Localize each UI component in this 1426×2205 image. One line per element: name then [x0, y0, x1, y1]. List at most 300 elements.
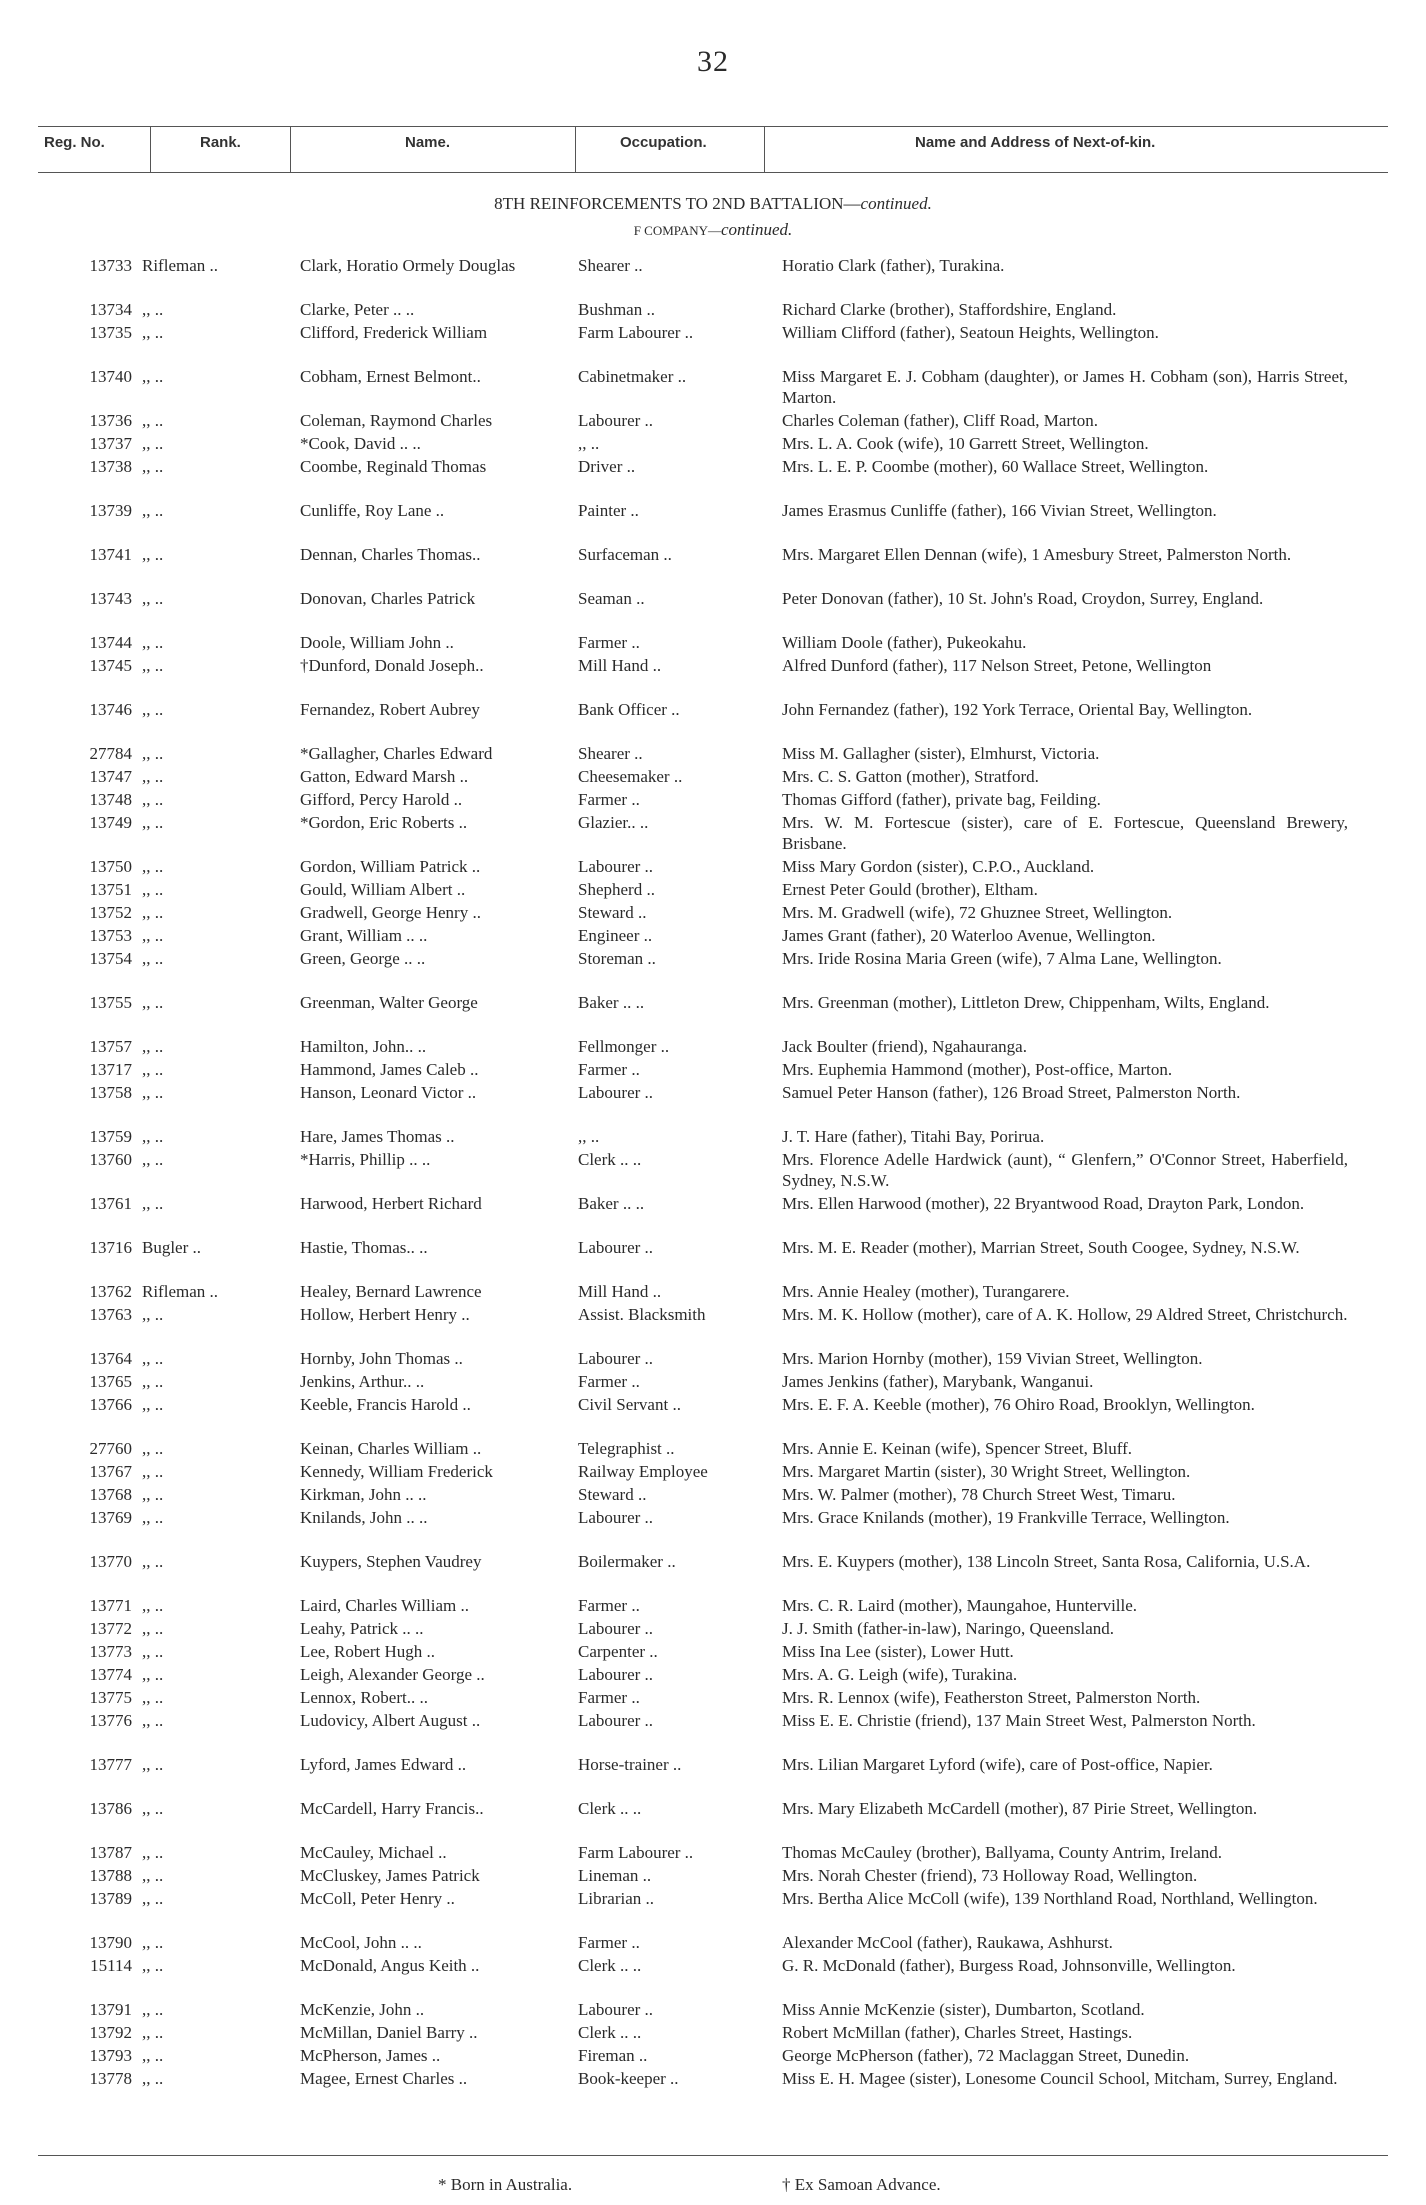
rank-cell: ,, ..: [142, 1395, 164, 1414]
occupation-cell: Baker .. ..: [578, 993, 645, 1012]
rank-cell: ,, ..: [142, 1799, 164, 1818]
reg-no-cell: 13773: [89, 1642, 132, 1661]
occupation-cell: Mill Hand ..: [578, 1282, 662, 1301]
rank-cell: ,, ..: [142, 300, 164, 319]
reg-no-cell: 13767: [89, 1462, 132, 1481]
next-of-kin-cell: Mrs. Mary Elizabeth McCardell (mother), 87 Pirie Street, Wellington.: [782, 1799, 1258, 1818]
occupation-cell: Bank Officer ..: [578, 700, 680, 719]
occupation-cell: Civil Servant ..: [578, 1395, 681, 1414]
occupation-cell: Steward ..: [578, 903, 647, 922]
rank-cell: ,, ..: [142, 457, 164, 476]
rank-cell: ,, ..: [142, 1060, 164, 1079]
occupation-cell: Farmer ..: [578, 790, 640, 809]
company-heading: [0, 220, 1426, 240]
occupation-cell: Seaman ..: [578, 589, 645, 608]
next-of-kin-cell: Mrs. Greenman (mother), Littleton Drew, Chippenham, Wilts, England.: [782, 993, 1270, 1012]
next-of-kin-cell: Mrs. L. E. P. Coombe (mother), 60 Wallace Street, Wellington.: [782, 457, 1209, 476]
name-cell: Keeble, Francis Harold ..: [300, 1395, 471, 1414]
name-cell: Hanson, Leonard Victor ..: [300, 1083, 477, 1102]
occupation-cell: Farmer ..: [578, 1688, 640, 1707]
reg-no-cell: 13790: [89, 1933, 132, 1952]
next-of-kin-cell: Mrs. Lilian Margaret Lyford (wife), care of Post-office, Napier.: [782, 1755, 1213, 1774]
rank-cell: ,, ..: [142, 1037, 164, 1056]
footnote-ex-samoan: † Ex Samoan Advance.: [782, 2175, 941, 2194]
next-of-kin-cell: James Grant (father), 20 Waterloo Avenue, Wellington.: [782, 926, 1156, 945]
name-cell: Hamilton, John.. ..: [300, 1037, 427, 1056]
reg-no-cell: 13741: [89, 545, 132, 564]
rank-cell: ,, ..: [142, 2069, 164, 2088]
rank-cell: ,, ..: [142, 1843, 164, 1862]
rank-cell: ,, ..: [142, 1462, 164, 1481]
name-cell: McCauley, Michael ..: [300, 1843, 447, 1862]
column-divider: [150, 126, 151, 172]
rank-cell: ,, ..: [142, 1933, 164, 1952]
occupation-cell: Glazier.. ..: [578, 813, 649, 832]
next-of-kin-cell: Robert McMillan (father), Charles Street, Hastings.: [782, 2023, 1133, 2042]
rank-cell: ,, ..: [142, 2000, 164, 2019]
reg-no-cell: 13747: [89, 767, 132, 786]
reg-no-cell: 13738: [89, 457, 132, 476]
next-of-kin-cell: Mrs. Annie Healey (mother), Turangarere.: [782, 1282, 1070, 1301]
occupation-cell: Lineman ..: [578, 1866, 652, 1885]
occupation-cell: Cabinetmaker ..: [578, 367, 687, 386]
occupation-cell: Assist. Blacksmith: [578, 1305, 706, 1324]
reg-no-cell: 13766: [89, 1395, 132, 1414]
occupation-cell: Baker .. ..: [578, 1194, 645, 1213]
name-cell: Hornby, John Thomas ..: [300, 1349, 463, 1368]
reg-no-cell: 13760: [89, 1150, 132, 1169]
header-bottom-rule: [38, 172, 1388, 173]
name-cell: McDonald, Angus Keith ..: [300, 1956, 480, 1975]
next-of-kin-cell: Jack Boulter (friend), Ngahauranga.: [782, 1037, 1027, 1056]
next-of-kin-cell: Mrs. R. Lennox (wife), Featherston Street, Palmerston North.: [782, 1688, 1201, 1707]
reg-no-cell: 13739: [89, 501, 132, 520]
occupation-cell: Farmer ..: [578, 1933, 640, 1952]
rank-cell: ,, ..: [142, 323, 164, 342]
reg-no-cell: 13744: [89, 633, 132, 652]
next-of-kin-cell: Miss E. H. Magee (sister), Lonesome Council School, Mitcham, Surrey, England.: [782, 2069, 1338, 2088]
next-of-kin-cell: Miss E. E. Christie (friend), 137 Main Street West, Palmerston North.: [782, 1711, 1256, 1730]
occupation-cell: Railway Employee: [578, 1462, 708, 1481]
name-cell: *Harris, Phillip .. ..: [300, 1150, 431, 1169]
rank-cell: ,, ..: [142, 857, 164, 876]
rank-cell: ,, ..: [142, 1642, 164, 1661]
name-cell: Harwood, Herbert Richard: [300, 1194, 482, 1213]
next-of-kin-cell: Thomas McCauley (brother), Ballyama, County Antrim, Ireland.: [782, 1843, 1223, 1862]
rank-cell: ,, ..: [142, 1956, 164, 1975]
section-heading: [0, 194, 1426, 214]
name-cell: Coleman, Raymond Charles: [300, 411, 493, 430]
name-cell: Gifford, Percy Harold ..: [300, 790, 463, 809]
name-cell: *Gordon, Eric Roberts ..: [300, 813, 468, 832]
rank-cell: ,, ..: [142, 434, 164, 453]
rank-cell: ,, ..: [142, 633, 164, 652]
occupation-cell: Horse-trainer ..: [578, 1755, 682, 1774]
name-cell: Magee, Ernest Charles ..: [300, 2069, 468, 2088]
name-cell: Kennedy, William Frederick: [300, 1462, 493, 1481]
rank-cell: ,, ..: [142, 1508, 164, 1527]
occupation-cell: Librarian ..: [578, 1889, 654, 1908]
name-cell: Lennox, Robert.. ..: [300, 1688, 428, 1707]
occupation-cell: Steward ..: [578, 1485, 647, 1504]
name-cell: McMillan, Daniel Barry ..: [300, 2023, 478, 2042]
name-cell: Knilands, John .. ..: [300, 1508, 428, 1527]
name-cell: *Gallagher, Charles Edward: [300, 744, 493, 763]
occupation-cell: Surfaceman ..: [578, 545, 672, 564]
name-cell: McPherson, James ..: [300, 2046, 441, 2065]
next-of-kin-cell: Charles Coleman (father), Cliff Road, Marton.: [782, 411, 1098, 430]
occupation-cell: Fireman ..: [578, 2046, 648, 2065]
reg-no-cell: 15114: [90, 1956, 132, 1975]
next-of-kin-cell: Miss Ina Lee (sister), Lower Hutt.: [782, 1642, 1014, 1661]
next-of-kin-cell: Mrs. Euphemia Hammond (mother), Post-office, Marton.: [782, 1060, 1173, 1079]
reg-no-cell: 13788: [89, 1866, 132, 1885]
rank-cell: ,, ..: [142, 501, 164, 520]
name-cell: Greenman, Walter George: [300, 993, 478, 1012]
next-of-kin-cell: Mrs. E. Kuypers (mother), 138 Lincoln Street, Santa Rosa, California, U.S.A.: [782, 1552, 1311, 1571]
name-cell: Leahy, Patrick .. ..: [300, 1619, 424, 1638]
reg-no-cell: 13761: [89, 1194, 132, 1213]
reg-no-cell: 13765: [89, 1372, 132, 1391]
name-cell: Hollow, Herbert Henry ..: [300, 1305, 470, 1324]
name-cell: Kirkman, John .. ..: [300, 1485, 427, 1504]
rank-cell: ,, ..: [142, 2023, 164, 2042]
next-of-kin-cell: Mrs. Margaret Martin (sister), 30 Wright Street, Wellington.: [782, 1462, 1191, 1481]
name-cell: Green, George .. ..: [300, 949, 426, 968]
rank-cell: ,, ..: [142, 926, 164, 945]
rank-cell: ,, ..: [142, 1083, 164, 1102]
name-cell: Dennan, Charles Thomas..: [300, 545, 481, 564]
rank-cell: ,, ..: [142, 1194, 164, 1213]
reg-no-cell: 13775: [89, 1688, 132, 1707]
name-cell: Doole, William John ..: [300, 633, 454, 652]
rank-cell: ,, ..: [142, 1866, 164, 1885]
next-of-kin-cell: Mrs. M. Gradwell (wife), 72 Ghuznee Street, Wellington.: [782, 903, 1173, 922]
footnote-born-australia: * Born in Australia.: [438, 2175, 573, 2194]
occupation-cell: Clerk .. ..: [578, 1150, 642, 1169]
name-cell: *Cook, David .. ..: [300, 434, 421, 453]
reg-no-cell: 27784: [89, 744, 132, 763]
footer-rule: [38, 2155, 1388, 2156]
occupation-cell: Labourer ..: [578, 1665, 654, 1684]
rank-cell: ,, ..: [142, 880, 164, 899]
reg-no-cell: 13743: [89, 589, 132, 608]
reg-no-cell: 13768: [89, 1485, 132, 1504]
name-cell: Hare, James Thomas ..: [300, 1127, 455, 1146]
rank-cell: ,, ..: [142, 1349, 164, 1368]
rank-cell: ,, ..: [142, 367, 164, 386]
next-of-kin-cell: Mrs. Florence Adelle Hardwick (aunt), “ Glenfern,” O'Connor Street, Haberfield, Sydney, N.S.W.: [782, 1150, 1348, 1190]
occupation-cell: Shepherd ..: [578, 880, 655, 899]
name-cell: †Dunford, Donald Joseph..: [300, 656, 484, 675]
reg-no-cell: 13753: [89, 926, 132, 945]
reg-no-cell: 13776: [89, 1711, 132, 1730]
rank-cell: ,, ..: [142, 1711, 164, 1730]
rank-cell: ,, ..: [142, 1619, 164, 1638]
occupation-cell: Farmer ..: [578, 1372, 640, 1391]
next-of-kin-cell: Thomas Gifford (father), private bag, Feilding.: [782, 790, 1101, 809]
reg-no-cell: 13763: [89, 1305, 132, 1324]
column-header-occupation: Occupation.: [620, 134, 707, 151]
name-cell: Cunliffe, Roy Lane ..: [300, 501, 445, 520]
reg-no-cell: 13772: [89, 1619, 132, 1638]
name-cell: Fernandez, Robert Aubrey: [300, 700, 480, 719]
occupation-cell: Fellmonger ..: [578, 1037, 670, 1056]
rank-cell: ,, ..: [142, 744, 164, 763]
reg-no-cell: 13745: [89, 656, 132, 675]
name-cell: Hastie, Thomas.. ..: [300, 1238, 428, 1257]
reg-no-cell: 13778: [89, 2069, 132, 2088]
rank-cell: ,, ..: [142, 411, 164, 430]
name-cell: Cobham, Ernest Belmont..: [300, 367, 481, 386]
reg-no-cell: 13752: [89, 903, 132, 922]
reg-no-cell: 13774: [89, 1665, 132, 1684]
rank-cell: Rifleman ..: [142, 1282, 219, 1301]
next-of-kin-cell: Richard Clarke (brother), Staffordshire, England.: [782, 300, 1117, 319]
rank-cell: ,, ..: [142, 1889, 164, 1908]
next-of-kin-cell: J. J. Smith (father-in-law), Naringo, Queensland.: [782, 1619, 1115, 1638]
rank-cell: Bugler ..: [142, 1238, 202, 1257]
column-divider: [575, 126, 576, 172]
next-of-kin-cell: Mrs. W. M. Fortescue (sister), care of E. Fortescue, Queensland Brewery, Brisbane.: [782, 813, 1348, 853]
rank-cell: ,, ..: [142, 767, 164, 786]
name-cell: Clarke, Peter .. ..: [300, 300, 415, 319]
rank-cell: ,, ..: [142, 1127, 164, 1146]
name-cell: Grant, William .. ..: [300, 926, 428, 945]
reg-no-cell: 13759: [89, 1127, 132, 1146]
reinforcement-continued: continued.: [860, 194, 932, 213]
reg-no-cell: 13735: [89, 323, 132, 342]
reg-no-cell: 13716: [89, 1238, 132, 1257]
name-cell: McKenzie, John ..: [300, 2000, 425, 2019]
rank-cell: ,, ..: [142, 813, 164, 832]
next-of-kin-cell: Mrs. Iride Rosina Maria Green (wife), 7 Alma Lane, Wellington.: [782, 949, 1222, 968]
next-of-kin-cell: Mrs. L. A. Cook (wife), 10 Garrett Street, Wellington.: [782, 434, 1149, 453]
next-of-kin-cell: Miss M. Gallagher (sister), Elmhurst, Victoria.: [782, 744, 1100, 763]
rank-cell: ,, ..: [142, 2046, 164, 2065]
reg-no-cell: 13762: [89, 1282, 132, 1301]
rank-cell: Rifleman ..: [142, 256, 219, 275]
next-of-kin-cell: Peter Donovan (father), 10 St. John's Road, Croydon, Surrey, England.: [782, 589, 1264, 608]
reg-no-cell: 13792: [89, 2023, 132, 2042]
reg-no-cell: 13717: [89, 1060, 132, 1079]
rank-cell: ,, ..: [142, 1485, 164, 1504]
next-of-kin-cell: Mrs. E. F. A. Keeble (mother), 76 Ohiro Road, Brooklyn, Wellington.: [782, 1395, 1255, 1414]
name-cell: McCool, John .. ..: [300, 1933, 422, 1952]
rank-cell: ,, ..: [142, 903, 164, 922]
occupation-cell: Labourer ..: [578, 1238, 654, 1257]
next-of-kin-cell: Horatio Clark (father), Turakina.: [782, 256, 1005, 275]
occupation-cell: Shearer ..: [578, 256, 643, 275]
reg-no-cell: 13740: [89, 367, 132, 386]
next-of-kin-cell: Mrs. W. Palmer (mother), 78 Church Street West, Timaru.: [782, 1485, 1176, 1504]
next-of-kin-cell: Mrs. C. S. Gatton (mother), Stratford.: [782, 767, 1039, 786]
occupation-cell: Labourer ..: [578, 1508, 654, 1527]
reg-no-cell: 13764: [89, 1349, 132, 1368]
next-of-kin-cell: James Erasmus Cunliffe (father), 166 Vivian Street, Wellington.: [782, 501, 1217, 520]
occupation-cell: Labourer ..: [578, 411, 654, 430]
occupation-cell: Book-keeper ..: [578, 2069, 679, 2088]
name-cell: Lee, Robert Hugh ..: [300, 1642, 436, 1661]
name-cell: Kuypers, Stephen Vaudrey: [300, 1552, 482, 1571]
reg-no-cell: 13751: [89, 880, 132, 899]
company-continued: continued.: [721, 220, 793, 239]
reg-no-cell: 13769: [89, 1508, 132, 1527]
next-of-kin-cell: Ernest Peter Gould (brother), Eltham.: [782, 880, 1038, 899]
reinforcement-title: 8TH REINFORCEMENTS TO 2ND BATTALION—: [494, 194, 861, 213]
occupation-cell: Farmer ..: [578, 633, 640, 652]
name-cell: McColl, Peter Henry ..: [300, 1889, 455, 1908]
occupation-cell: Bushman ..: [578, 300, 655, 319]
next-of-kin-cell: Mrs. Norah Chester (friend), 73 Holloway Road, Wellington.: [782, 1866, 1198, 1885]
name-cell: Coombe, Reginald Thomas: [300, 457, 487, 476]
rank-cell: ,, ..: [142, 1372, 164, 1391]
next-of-kin-cell: George McPherson (father), 72 Maclaggan Street, Dunedin.: [782, 2046, 1190, 2065]
reg-no-cell: 13786: [89, 1799, 132, 1818]
next-of-kin-cell: Miss Mary Gordon (sister), C.P.O., Auckland.: [782, 857, 1095, 876]
occupation-cell: Labourer ..: [578, 857, 654, 876]
next-of-kin-cell: Alexander McCool (father), Raukawa, Ashhurst.: [782, 1933, 1113, 1952]
next-of-kin-cell: Mrs. M. E. Reader (mother), Marrian Street, South Coogee, Sydney, N.S.W.: [782, 1238, 1300, 1257]
next-of-kin-cell: Mrs. Annie E. Keinan (wife), Spencer Street, Bluff.: [782, 1439, 1132, 1458]
reg-no-cell: 13755: [89, 993, 132, 1012]
reg-no-cell: 13770: [89, 1552, 132, 1571]
page-number: 32: [697, 45, 729, 78]
occupation-cell: Painter ..: [578, 501, 639, 520]
name-cell: Keinan, Charles William ..: [300, 1439, 482, 1458]
occupation-cell: Farm Labourer ..: [578, 323, 694, 342]
occupation-cell: Farmer ..: [578, 1596, 640, 1615]
occupation-cell: Storeman ..: [578, 949, 656, 968]
next-of-kin-cell: Alfred Dunford (father), 117 Nelson Street, Petone, Wellington: [782, 656, 1212, 675]
column-header-name: Name.: [405, 134, 451, 151]
next-of-kin-cell: Mrs. Ellen Harwood (mother), 22 Bryantwood Road, Drayton Park, London.: [782, 1194, 1305, 1213]
rank-cell: ,, ..: [142, 545, 164, 564]
name-cell: Gradwell, George Henry ..: [300, 903, 481, 922]
name-cell: Hammond, James Caleb ..: [300, 1060, 479, 1079]
rank-cell: ,, ..: [142, 1596, 164, 1615]
name-cell: Laird, Charles William ..: [300, 1596, 469, 1615]
rank-cell: ,, ..: [142, 700, 164, 719]
reg-no-cell: 13758: [89, 1083, 132, 1102]
next-of-kin-cell: William Doole (father), Pukeokahu.: [782, 633, 1027, 652]
next-of-kin-cell: Miss Annie McKenzie (sister), Dumbarton, Scotland.: [782, 2000, 1145, 2019]
occupation-cell: ,, ..: [578, 1127, 600, 1146]
next-of-kin-cell: Mrs. Bertha Alice McColl (wife), 139 Northland Road, Northland, Wellington.: [782, 1889, 1318, 1908]
column-header-reg-no: Reg. No.: [44, 134, 105, 151]
occupation-cell: Mill Hand ..: [578, 656, 662, 675]
name-cell: Leigh, Alexander George ..: [300, 1665, 485, 1684]
rank-cell: ,, ..: [142, 1150, 164, 1169]
rank-cell: ,, ..: [142, 656, 164, 675]
reg-no-cell: 13748: [89, 790, 132, 809]
reg-no-cell: 13734: [89, 300, 132, 319]
occupation-cell: Farmer ..: [578, 1060, 640, 1079]
reg-no-cell: 13793: [89, 2046, 132, 2065]
company-title: F COMPANY—: [633, 223, 721, 238]
name-cell: Donovan, Charles Patrick: [300, 589, 476, 608]
next-of-kin-cell: Samuel Peter Hanson (father), 126 Broad Street, Palmerston North.: [782, 1083, 1241, 1102]
name-cell: Healey, Bernard Lawrence: [300, 1282, 482, 1301]
reg-no-cell: 13733: [89, 256, 132, 275]
next-of-kin-cell: Mrs. C. R. Laird (mother), Maungahoe, Hunterville.: [782, 1596, 1138, 1615]
occupation-cell: Telegraphist ..: [578, 1439, 675, 1458]
reg-no-cell: 13777: [89, 1755, 132, 1774]
column-header-rank: Rank.: [200, 134, 241, 151]
column-divider: [290, 126, 291, 172]
rank-cell: ,, ..: [142, 1665, 164, 1684]
occupation-cell: Clerk .. ..: [578, 2023, 642, 2042]
reg-no-cell: 13787: [89, 1843, 132, 1862]
reg-no-cell: 13771: [89, 1596, 132, 1615]
reg-no-cell: 13757: [89, 1037, 132, 1056]
next-of-kin-cell: Mrs. M. K. Hollow (mother), care of A. K. Hollow, 29 Aldred Street, Christchurch.: [782, 1305, 1348, 1324]
occupation-cell: Boilermaker ..: [578, 1552, 676, 1571]
reg-no-cell: 13789: [89, 1889, 132, 1908]
rank-cell: ,, ..: [142, 1305, 164, 1324]
occupation-cell: Clerk .. ..: [578, 1956, 642, 1975]
name-cell: Gatton, Edward Marsh ..: [300, 767, 469, 786]
occupation-cell: Cheesemaker ..: [578, 767, 683, 786]
name-cell: McCluskey, James Patrick: [300, 1866, 480, 1885]
occupation-cell: Labourer ..: [578, 2000, 654, 2019]
column-divider: [764, 126, 765, 172]
next-of-kin-cell: G. R. McDonald (father), Burgess Road, Johnsonville, Wellington.: [782, 1956, 1236, 1975]
rank-cell: ,, ..: [142, 1439, 164, 1458]
name-cell: Gordon, William Patrick ..: [300, 857, 481, 876]
next-of-kin-cell: Mrs. A. G. Leigh (wife), Turakina.: [782, 1665, 1018, 1684]
rank-cell: ,, ..: [142, 949, 164, 968]
occupation-cell: Labourer ..: [578, 1711, 654, 1730]
rank-cell: ,, ..: [142, 993, 164, 1012]
reg-no-cell: 13750: [89, 857, 132, 876]
name-cell: Clark, Horatio Ormely Douglas: [300, 256, 516, 275]
next-of-kin-cell: John Fernandez (father), 192 York Terrace, Oriental Bay, Wellington.: [782, 700, 1253, 719]
name-cell: Gould, William Albert ..: [300, 880, 466, 899]
header-top-rule: [38, 126, 1388, 127]
name-cell: Ludovicy, Albert August ..: [300, 1711, 481, 1730]
next-of-kin-cell: James Jenkins (father), Marybank, Wanganui.: [782, 1372, 1094, 1391]
rank-cell: ,, ..: [142, 1688, 164, 1707]
name-cell: McCardell, Harry Francis..: [300, 1799, 484, 1818]
reg-no-cell: 13749: [89, 813, 132, 832]
next-of-kin-cell: Mrs. Marion Hornby (mother), 159 Vivian Street, Wellington.: [782, 1349, 1203, 1368]
occupation-cell: Labourer ..: [578, 1349, 654, 1368]
name-cell: Clifford, Frederick William: [300, 323, 488, 342]
occupation-cell: Labourer ..: [578, 1083, 654, 1102]
column-header-next-of-kin: Name and Address of Next-of-kin.: [915, 134, 1156, 151]
name-cell: Lyford, James Edward ..: [300, 1755, 467, 1774]
next-of-kin-cell: Mrs. Margaret Ellen Dennan (wife), 1 Amesbury Street, Palmerston North.: [782, 545, 1292, 564]
reg-no-cell: 13737: [89, 434, 132, 453]
name-cell: Jenkins, Arthur.. ..: [300, 1372, 425, 1391]
occupation-cell: Engineer ..: [578, 926, 653, 945]
rank-cell: ,, ..: [142, 1755, 164, 1774]
occupation-cell: Farm Labourer ..: [578, 1843, 694, 1862]
next-of-kin-cell: J. T. Hare (father), Titahi Bay, Porirua.: [782, 1127, 1045, 1146]
occupation-cell: Labourer ..: [578, 1619, 654, 1638]
occupation-cell: Driver ..: [578, 457, 636, 476]
reg-no-cell: 13736: [89, 411, 132, 430]
occupation-cell: Shearer ..: [578, 744, 643, 763]
next-of-kin-cell: Mrs. Grace Knilands (mother), 19 Frankville Terrace, Wellington.: [782, 1508, 1230, 1527]
occupation-cell: Clerk .. ..: [578, 1799, 642, 1818]
next-of-kin-cell: Miss Margaret E. J. Cobham (daughter), or James H. Cobham (son), Harris Street, Marton.: [782, 367, 1348, 407]
rank-cell: ,, ..: [142, 790, 164, 809]
occupation-cell: ,, ..: [578, 434, 600, 453]
reg-no-cell: 27760: [89, 1439, 132, 1458]
reg-no-cell: 13746: [89, 700, 132, 719]
